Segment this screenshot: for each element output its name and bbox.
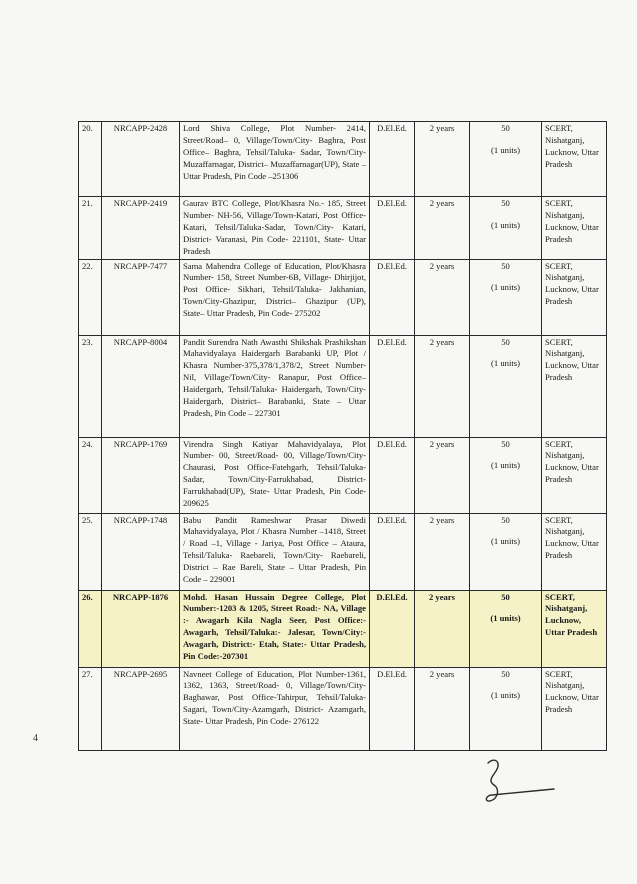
institution-details: Pandit Surendra Nath Awasthi Shikshak Prashikshan Mahavidyalaya Haidergarh Barabanki UP, Plot / Khasra Number-375,378/1,378/2, Street Number- Nil, Village/Town/City- Ranapur, Post Office– Haidergarh, Tehsil/Taluka- Haidergarh, Town/City- Haidergarh, District– Barabanki, State – Uttar Pradesh, Pin Code – 227301	[180, 335, 370, 437]
intake-value: 50	[501, 123, 510, 133]
affiliating-authority: SCERT, Nishatganj, Lucknow, Uttar Pradesh	[542, 513, 607, 590]
course-duration: 2 years	[415, 437, 470, 513]
institution-details: Virendra Singh Katiyar Mahavidyalaya, Plot Number- 00, Street/Road- 00, Village/Town/City- Chaurasi, Post Office-Fatehgarh, Tehsil/Taluka- Sadar, Town/City-Farrukhabad, District- Farrukhabad(UP), State- Uttar Pradesh, Pin Code- 209625	[180, 437, 370, 513]
course-name: D.El.Ed.	[370, 122, 415, 197]
course-name: D.El.Ed.	[370, 590, 415, 667]
intake-units: (1 units)	[491, 144, 520, 155]
intake-units: (1 units)	[491, 536, 520, 547]
serial-number: 25.	[79, 513, 102, 590]
institution-details: Navneet College of Education, Plot Number-1361, 1362, 1363, Street/Road- 0, Village/Town/City- Baghawar, Post Office-Tahirpur, Tehsil/Taluka- Sagari, Town/City-Azamgarh, District- Azamgarh, State- Uttar Pradesh, Pin Code- 276122	[180, 667, 370, 750]
intake-cell	[470, 197, 542, 260]
table-row	[79, 437, 607, 513]
course-name: D.El.Ed.	[370, 197, 415, 260]
intake-cell	[470, 122, 542, 197]
affiliating-authority: SCERT, Nishatganj, Lucknow, Uttar Pradesh	[542, 122, 607, 197]
course-name: D.El.Ed.	[370, 335, 415, 437]
institution-details: Mohd. Hasan Hussain Degree College, Plot Number:-1203 & 1205, Street Road:- NA, Village :- Awagarh Kila Nagla Seer, Post Office:- Awagarh, Tehsil/Taluka:- Jalesar, Town/City:- Awagarh, District:- Etah, State:- Uttar Pradesh, Pin Code:-207301	[180, 590, 370, 667]
serial-number: 22.	[79, 259, 102, 335]
affiliating-authority: SCERT, Nishatganj, Lucknow, Uttar Pradesh	[542, 259, 607, 335]
institution-details: Sama Mahendra College of Education, Plot/Khasra Number- 158, Street Number-6B, Village- Dhirjijot, Post Office- Sikhari, Tehsil/Taluka- Jakhanian, Town/City-Ghazipur, District– Ghazipur (UP), State– Uttar Pradesh, Pin Code- 275202	[180, 259, 370, 335]
course-duration: 2 years	[415, 513, 470, 590]
institution-details: Gaurav BTC College, Plot/Khasra No.- 185, Street Number- NH-56, Village/Town-Katari, Post Office- Katari, Tehsil/Taluka-Sadar, Town/City- Katari, District- Varanasi, Pin Code- 221101, State- Uttar Pradesh	[180, 197, 370, 260]
affiliating-authority: SCERT, Nishatganj, Lucknow, Uttar Pradesh	[542, 667, 607, 750]
application-number: NRCAPP-1876	[102, 590, 180, 667]
intake-value: 50	[501, 668, 510, 679]
intake-cell	[470, 259, 542, 335]
course-duration: 2 years	[415, 335, 470, 437]
application-number: NRCAPP-7477	[102, 259, 180, 335]
course-duration: 2 years	[415, 590, 470, 667]
intake-value: 50	[501, 336, 510, 347]
serial-number: 24.	[79, 437, 102, 513]
table-row	[79, 122, 607, 197]
intake-value: 50	[501, 198, 510, 208]
intake-value: 50	[501, 260, 510, 271]
course-duration: 2 years	[415, 197, 470, 260]
intake-cell	[470, 335, 542, 437]
table-row	[79, 259, 607, 335]
intake-cell	[470, 590, 542, 667]
intake-cell	[470, 437, 542, 513]
table-row	[79, 513, 607, 590]
institution-details: Babu Pandit Rameshwar Prasar Diwedi Mahavidyalaya, Plot / Khasra Number –1418, Street / Road –1, Village - Jariya, Post Office – Ataura, Tehsil/Taluka- Raebareli, Town/City- Raebareli, District – Rae Bareli, State – Uttar Pradesh, Pin Code – 229001	[180, 513, 370, 590]
intake-units: (1 units)	[491, 358, 520, 369]
serial-number: 21.	[79, 197, 102, 260]
application-number: NRCAPP-1748	[102, 513, 180, 590]
intake-cell	[470, 513, 542, 590]
course-name: D.El.Ed.	[370, 667, 415, 750]
institution-table	[78, 121, 607, 751]
application-number: NRCAPP-2428	[102, 122, 180, 197]
intake-value: 50	[501, 514, 510, 525]
intake-cell	[470, 667, 542, 750]
table-row-highlighted	[79, 590, 607, 667]
table-row	[79, 335, 607, 437]
affiliating-authority: SCERT, Nishatganj, Lucknow, Uttar Pradesh	[542, 590, 607, 667]
application-number: NRCAPP-2695	[102, 667, 180, 750]
application-number: NRCAPP-8004	[102, 335, 180, 437]
table-row	[79, 197, 607, 260]
course-duration: 2 years	[415, 259, 470, 335]
application-number: NRCAPP-2419	[102, 197, 180, 260]
course-duration: 2 years	[415, 667, 470, 750]
margin-mark: 4	[33, 733, 38, 744]
course-duration: 2 years	[415, 122, 470, 197]
course-name: D.El.Ed.	[370, 513, 415, 590]
affiliating-authority: SCERT, Nishatganj, Lucknow, Uttar Pradesh	[542, 437, 607, 513]
intake-value: 50	[501, 591, 510, 602]
affiliating-authority: SCERT, Nishatganj, Lucknow, Uttar Pradesh	[542, 197, 607, 260]
serial-number: 27.	[79, 667, 102, 750]
intake-value: 50	[501, 438, 510, 449]
course-name: D.El.Ed.	[370, 437, 415, 513]
intake-units: (1 units)	[491, 219, 520, 230]
intake-units: (1 units)	[490, 613, 521, 624]
intake-units: (1 units)	[491, 282, 520, 293]
serial-number: 26.	[79, 590, 102, 667]
institution-details: Lord Shiva College, Plot Number- 2414, Street/Road– 0, Village/Town/City- Baghra, Post Office– Baghra, Tehsil/Taluka- Sadar, Town/City- Muzaffarnagar, District– Muzaffarnagar(UP), State – Uttar Pradesh, Pin Code –251306	[180, 122, 370, 197]
table-row	[79, 667, 607, 750]
serial-number: 23.	[79, 335, 102, 437]
affiliating-authority: SCERT, Nishatganj, Lucknow, Uttar Pradesh	[542, 335, 607, 437]
application-number: NRCAPP-1769	[102, 437, 180, 513]
intake-units: (1 units)	[491, 690, 520, 701]
handwritten-signature	[478, 755, 558, 810]
intake-units: (1 units)	[491, 460, 520, 471]
course-name: D.El.Ed.	[370, 259, 415, 335]
serial-number: 20.	[79, 122, 102, 197]
